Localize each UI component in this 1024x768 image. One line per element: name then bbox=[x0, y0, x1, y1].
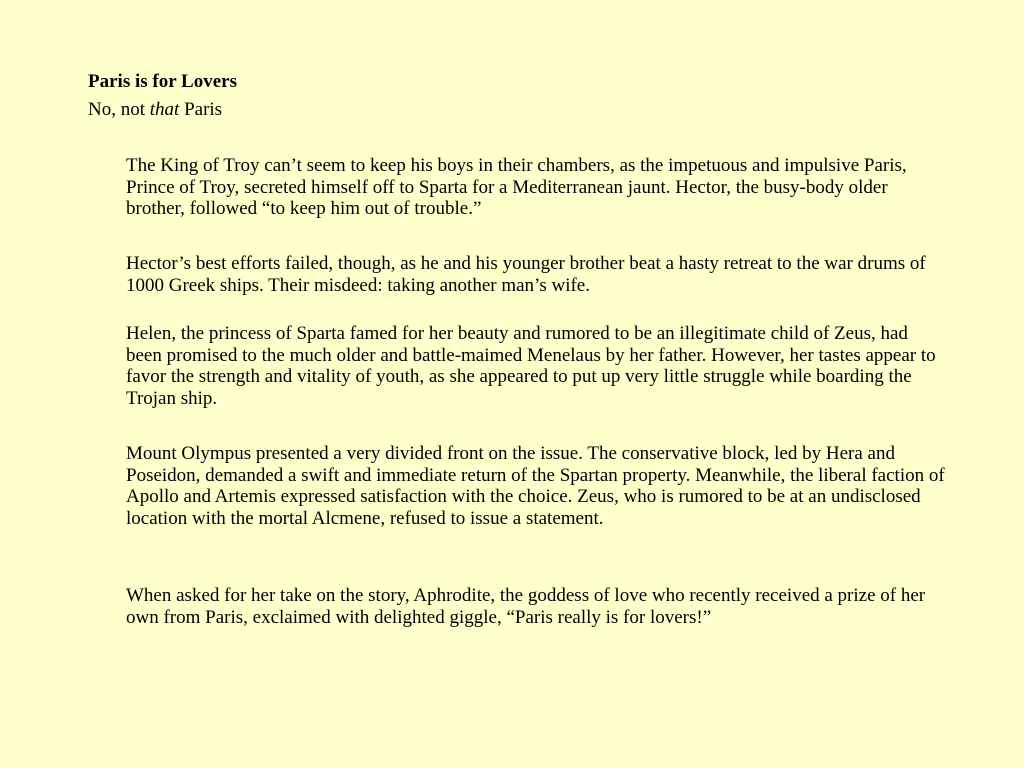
paragraph-king-of-troy: The King of Troy can’t seem to keep his boys in their chambers, as the impetuous and impulsive Paris, Prince of Troy, secreted himself off to Sparta for a Mediterranean jaunt. Hector, the busy-body older brother, followed “to keep him out of trouble.” bbox=[126, 155, 907, 219]
paragraph-aphrodite: When asked for her take on the story, Aphrodite, the goddess of love who recently received a prize of her own from Paris, exclaimed with delighted giggle, “Paris really is for lovers!” bbox=[126, 585, 926, 628]
paragraph-hector-retreat: Hector’s best efforts failed, though, as he and his younger brother beat a hasty retreat to the war drums of 1000 Greek ships. Their misdeed: taking another man’s wife. bbox=[126, 253, 926, 296]
subtitle-suffix: Paris bbox=[179, 99, 223, 120]
slide-subtitle bbox=[88, 99, 222, 121]
slide-title: Paris is for Lovers bbox=[88, 71, 237, 92]
paragraph-mount-olympus: Mount Olympus presented a very divided front on the issue. The conservative block, led by Hera and Poseidon, demanded a swift and immediate return of the Spartan property. Meanwhile, the liberal faction of Apollo and Artemis expressed satisfaction with the choice. Zeus, who is rumored to be at an undisclosed location with the mortal Alcmene, refused to issue a statement. bbox=[126, 443, 945, 529]
subtitle-emphasis: that bbox=[149, 99, 180, 120]
subtitle-prefix: No, not bbox=[88, 99, 150, 120]
paragraph-helen: Helen, the princess of Sparta famed for her beauty and rumored to be an illegitimate child of Zeus, had been promised to the much older and battle-maimed Menelaus by her father. However, her tastes appear to favor the strength and vitality of youth, as she appeared to put up very little struggle while boarding the Trojan ship. bbox=[126, 323, 936, 409]
